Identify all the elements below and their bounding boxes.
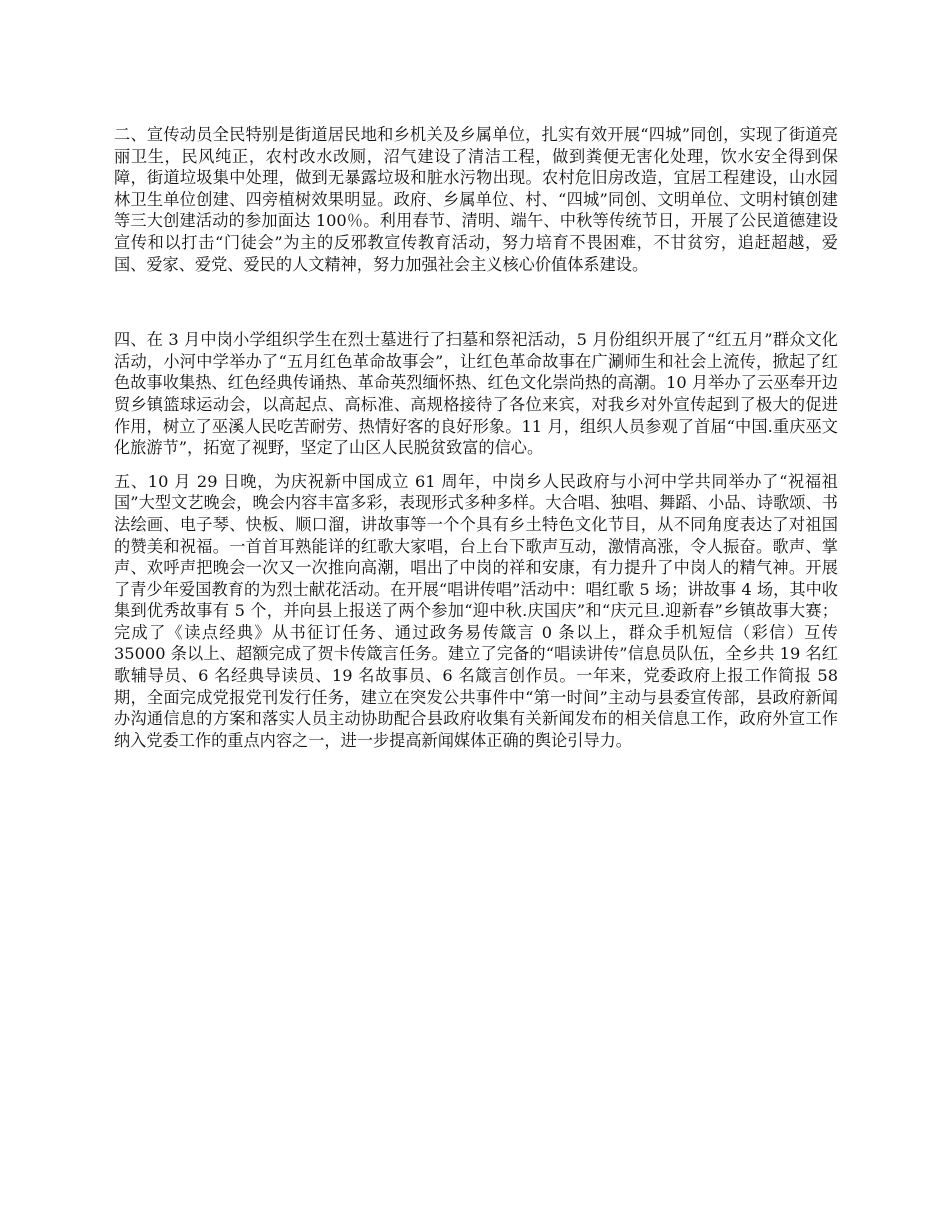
document-body (114, 124, 838, 751)
paragraph-section-five: 五、10 月 29 日晚，为庆祝新中国成立 61 周年，中岗乡人民政府与小河中学共同举办了“祝福祖国”大型文艺晚会，晚会内容丰富多彩，表现形式多种多样。大合唱、独唱、舞蹈、小品、诗歌颂、书法绘画、电子琴、快板、顺口溜，讲故事等一个个具有乡土特色文化节目，从不同角度表达了对祖国的赞美和祝福。一首首耳熟能详的红歌大家唱，台上台下歌声互动，激情高涨，令人振奋。歌声、掌声、欢呼声把晚会一次又一次推向高潮，唱出了中岗的祥和安康，有力提升了中岗人的精气神。开展了青少年爱国教育的为烈士献花活动。在开展“唱讲传唱”活动中：唱红歌 5 场；讲故事 4 场，其中收集到优秀故事有 5 个，并向县上报送了两个参加“迎中秋.庆国庆”和“庆元旦.迎新春”乡镇故事大赛；完成了《读点经典》从书征订任务、通过政务易传箴言 0 条以上，群众手机短信（彩信）互传 35000 条以上、超额完成了贺卡传箴言任务。建立了完备的“唱读讲传”信息员队伍，全乡共 19 名红歌辅导员、6 名经典导读员、19 名故事员、6 名箴言创作员。一年来，党委政府上报工作简报 58 期，全面完成党报党刊发行任务，建立在突发公共事件中“第一时间”主动与县委宣传部，县政府新闻办沟通信息的方案和落实人员主动协助配合县政府收集有关新闻发布的相关信息工作，政府外宣工作纳入党委工作的重点内容之一，进一步提高新闻媒体正确的舆论引导力。 (114, 471, 838, 750)
paragraph-spacer (114, 459, 838, 471)
paragraph-section-four: 四、在 3 月中岗小学组织学生在烈士墓进行了扫墓和祭祀活动，5 月份组织开展了“红五月”群众文化活动，小河中学举办了“五月红色革命故事会”，让红色革命故事在广涮师生和社会上流传，掀起了红色故事收集热、红色经典传诵热、革命英烈缅怀热、红色文化崇尚热的高潮。10 月举办了云巫奉开边贸乡镇篮球运动会，以高起点、高标准、高规格接待了各位来宾，对我乡对外宣传起到了极大的促进作用，树立了巫溪人民吃苦耐劳、热情好客的良好形象。11 月，组织人员参观了首届“中国.重庆巫文化旅游节”，拓宽了视野，坚定了山区人民脱贫致富的信心。 (114, 330, 838, 458)
paragraph-section-two: 二、宣传动员全民特别是街道居民地和乡机关及乡属单位，扎实有效开展“四城”同创，实现了街道亮丽卫生，民风纯正，农村改水改厕，沼气建设了清洁工程，做到粪便无害化处理，饮水安全得到保障，街道垃圾集中处理，做到无暴露垃圾和脏水污物出现。农村危旧房改造，宜居工程建设，山水园林卫生单位创建、四旁植树效果明显。政府、乡属单位、村、“四城”同创、文明单位、文明村镇创建等三大创建活动的参加面达 100％。利用春节、清明、端午、中秋等传统节日，开展了公民道德建设宣传和以打击“门徒会”为主的反邪教宣传教育活动，努力培育不畏困难，不甘贫穷，追赶超越，爱国、爱家、爱党、爱民的人文精神，努力加强社会主义核心价值体系建设。 (114, 125, 838, 274)
paragraph-spacer (114, 275, 838, 329)
